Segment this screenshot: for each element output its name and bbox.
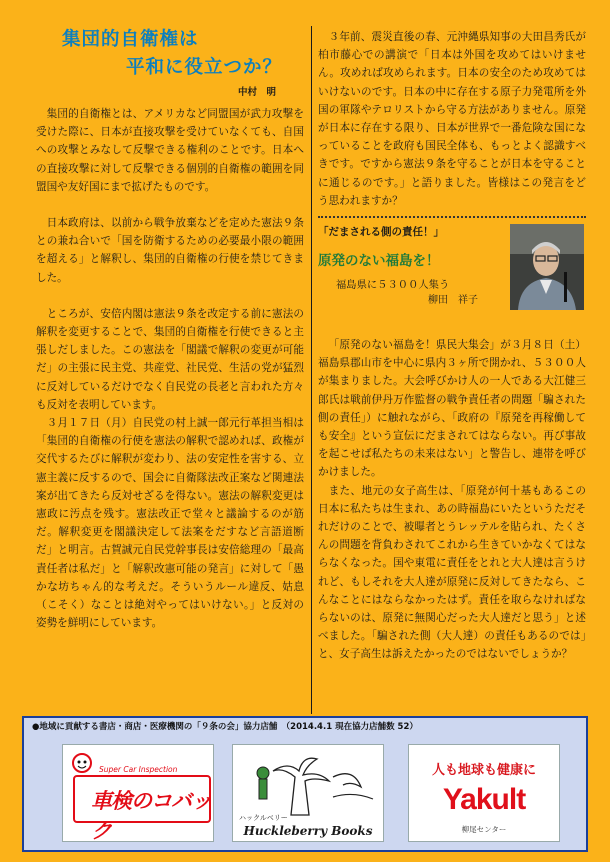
dotted-separator <box>318 216 586 218</box>
article-right-column <box>318 28 586 664</box>
huckleberry-logo: Huckleberry Books <box>243 824 373 838</box>
ad-kobac[interactable] <box>62 744 214 842</box>
yakult-logo: Yakult <box>442 783 526 816</box>
article-title-line2: 平和に役立つか？ <box>126 57 283 78</box>
column-divider <box>311 26 312 714</box>
article-title-line1: 集団的自衛権は <box>62 29 199 50</box>
article-paragraph: 「原発のない福島を！県民大集会」が３月８日（土）福島県郡山市を中心に県内３ヶ所で開かれ、５３００人が集まりました。大会呼びかけ人の一人である大江健三郎氏は戦前伊丹万作監督の戦争責任者の問題「騙された側の責任」）に触れながら、「政府の『原発を再稼働しても安全』という宣伝にだまされてはならない。再び事故を起こせば私たちの未来はない」と警告し、連帯を呼びかけました。 <box>318 339 586 479</box>
article-paragraph: 日本政府は、以前から戦争放棄などを定めた憲法９条との兼ね合いで「国を防衛するための必要最小限の範囲を超える」と解釈し、集団的自衛権の行使を禁じてきました。 <box>36 217 304 284</box>
mascot-icon <box>67 751 97 781</box>
yakult-tagline: 人も地球も健康に <box>431 763 536 778</box>
article2-subtitle: 福島県に５３００人集う <box>336 279 450 292</box>
article-paragraph: ところが、安倍内閣は憲法９条を改定する前に憲法の解釈を変更することで、集団的自衛権を行使できると主張しだしました。この憲法を「閣議で解釈の変更が可能だ」の主張に民主党、共産党、社民党、生活の党が猛烈に反対しているだけでなく自民党の長老と言われた方々も反対を表明しています。 <box>36 307 304 411</box>
article2-title: 原発のない福島を！ <box>318 253 440 270</box>
yakult-center-label: 柳尾センター <box>461 825 507 834</box>
partner-stores-title: ●地域に貢献する書店・商店・医療機関の「９条の会」協力店舗 （2014.4.1 現在協力店舗数 52） <box>32 722 418 732</box>
article2-header <box>318 224 586 336</box>
article-left-column <box>36 28 304 632</box>
huckleberry-kana: ハックルベリー <box>239 814 288 822</box>
tree-illustration-icon <box>233 747 383 817</box>
article-paragraph: また、地元の女子高生は、「原発が何十基もあるこの日本に私たちは生まれ、あの時福島にいたというただそれだけのことで、被曝者とうレッテルを貼られ、たくさんの問題を背負わされてこれから生きていかなくてはならなくなった。国や東電に責任をとれと大人達は言うけれど、もしそれを大人達が原発に反対してきたなら、こんなことにはならなかったはず。責任を取らなければならないのは、原発に無関心だった大人達だと思う」と述べました。「騙された側（大人達）の責任もあるのでは」と、女子高生は訴えたかったのではないでしょうか？ <box>318 484 586 661</box>
ad-huckleberry-books[interactable] <box>232 744 384 842</box>
speaker-photo <box>510 224 584 310</box>
article2-author: 柳田 祥子 <box>428 295 478 307</box>
article-author: 中村 明 <box>237 87 276 98</box>
ad-yakult[interactable] <box>408 744 560 842</box>
kobac-tagline: Super Car Inspection <box>99 765 178 774</box>
article-paragraph: ３月１７日（月）自民党の村上誠一郎元行革担当相は「集団的自衛権の行使を憲法の解釈で認めれば、政権が交代するたびに解釈が変わり、法の安定性を害する、立憲主義に反するので、国会に自衛隊法改正案など関連法案が出てきたら反対せざるを得ない。憲法の解釈変更は憲政に汚点を残す。憲法改正で堂々と議論するのが筋だ。解釈変更を閣議決定して法案をだすなど言語道断だ」と明言。古賀誠元自民党幹事長は安倍総理の「最高責任者は私だ」と「解釈改憲可能の発言」に対して「愚かな坊ちゃん的な考えだ。そういうルール違反、姑息（こそく）なことは絶対やってはいけない。」と反対の姿勢を鮮明にしています。 <box>36 417 304 630</box>
partner-stores-box <box>22 716 588 852</box>
article-paragraph: 集団的自衛権とは、アメリカなど同盟国が武力攻撃を受けた際に、日本が直接攻撃を受けていなくても、自国への攻撃とみなして反撃できる権利のことです。日本への直接攻撃に対して反撃できる個別的自衛権の範囲を同盟国や友好国にまで拡げたものです。 <box>36 108 304 193</box>
kobac-logo: 車検のコバック <box>91 789 211 842</box>
article2-quote-heading: 「だまされる側の責任！」 <box>318 226 444 239</box>
article-paragraph: ３年前、震災直後の春、元沖縄県知事の大田昌秀氏が柏市藤心での講演で「日本は外国を攻めてはいけません。攻めれば攻められます。日本の安全のため攻めてはいけないのです。日本の中に存在する原子力発電所を外国の軍隊やテロリストから守る方法がありません。原発が日本に存在する限り、日本が世界で一番危険な国になっていることを政府も国民全体も、もっとよく認識すべきです。ですから憲法９条を守ることが日本を守ることに通じるのです。」と語りました。皆様はこの発言をどう思われますか？ <box>318 31 586 207</box>
